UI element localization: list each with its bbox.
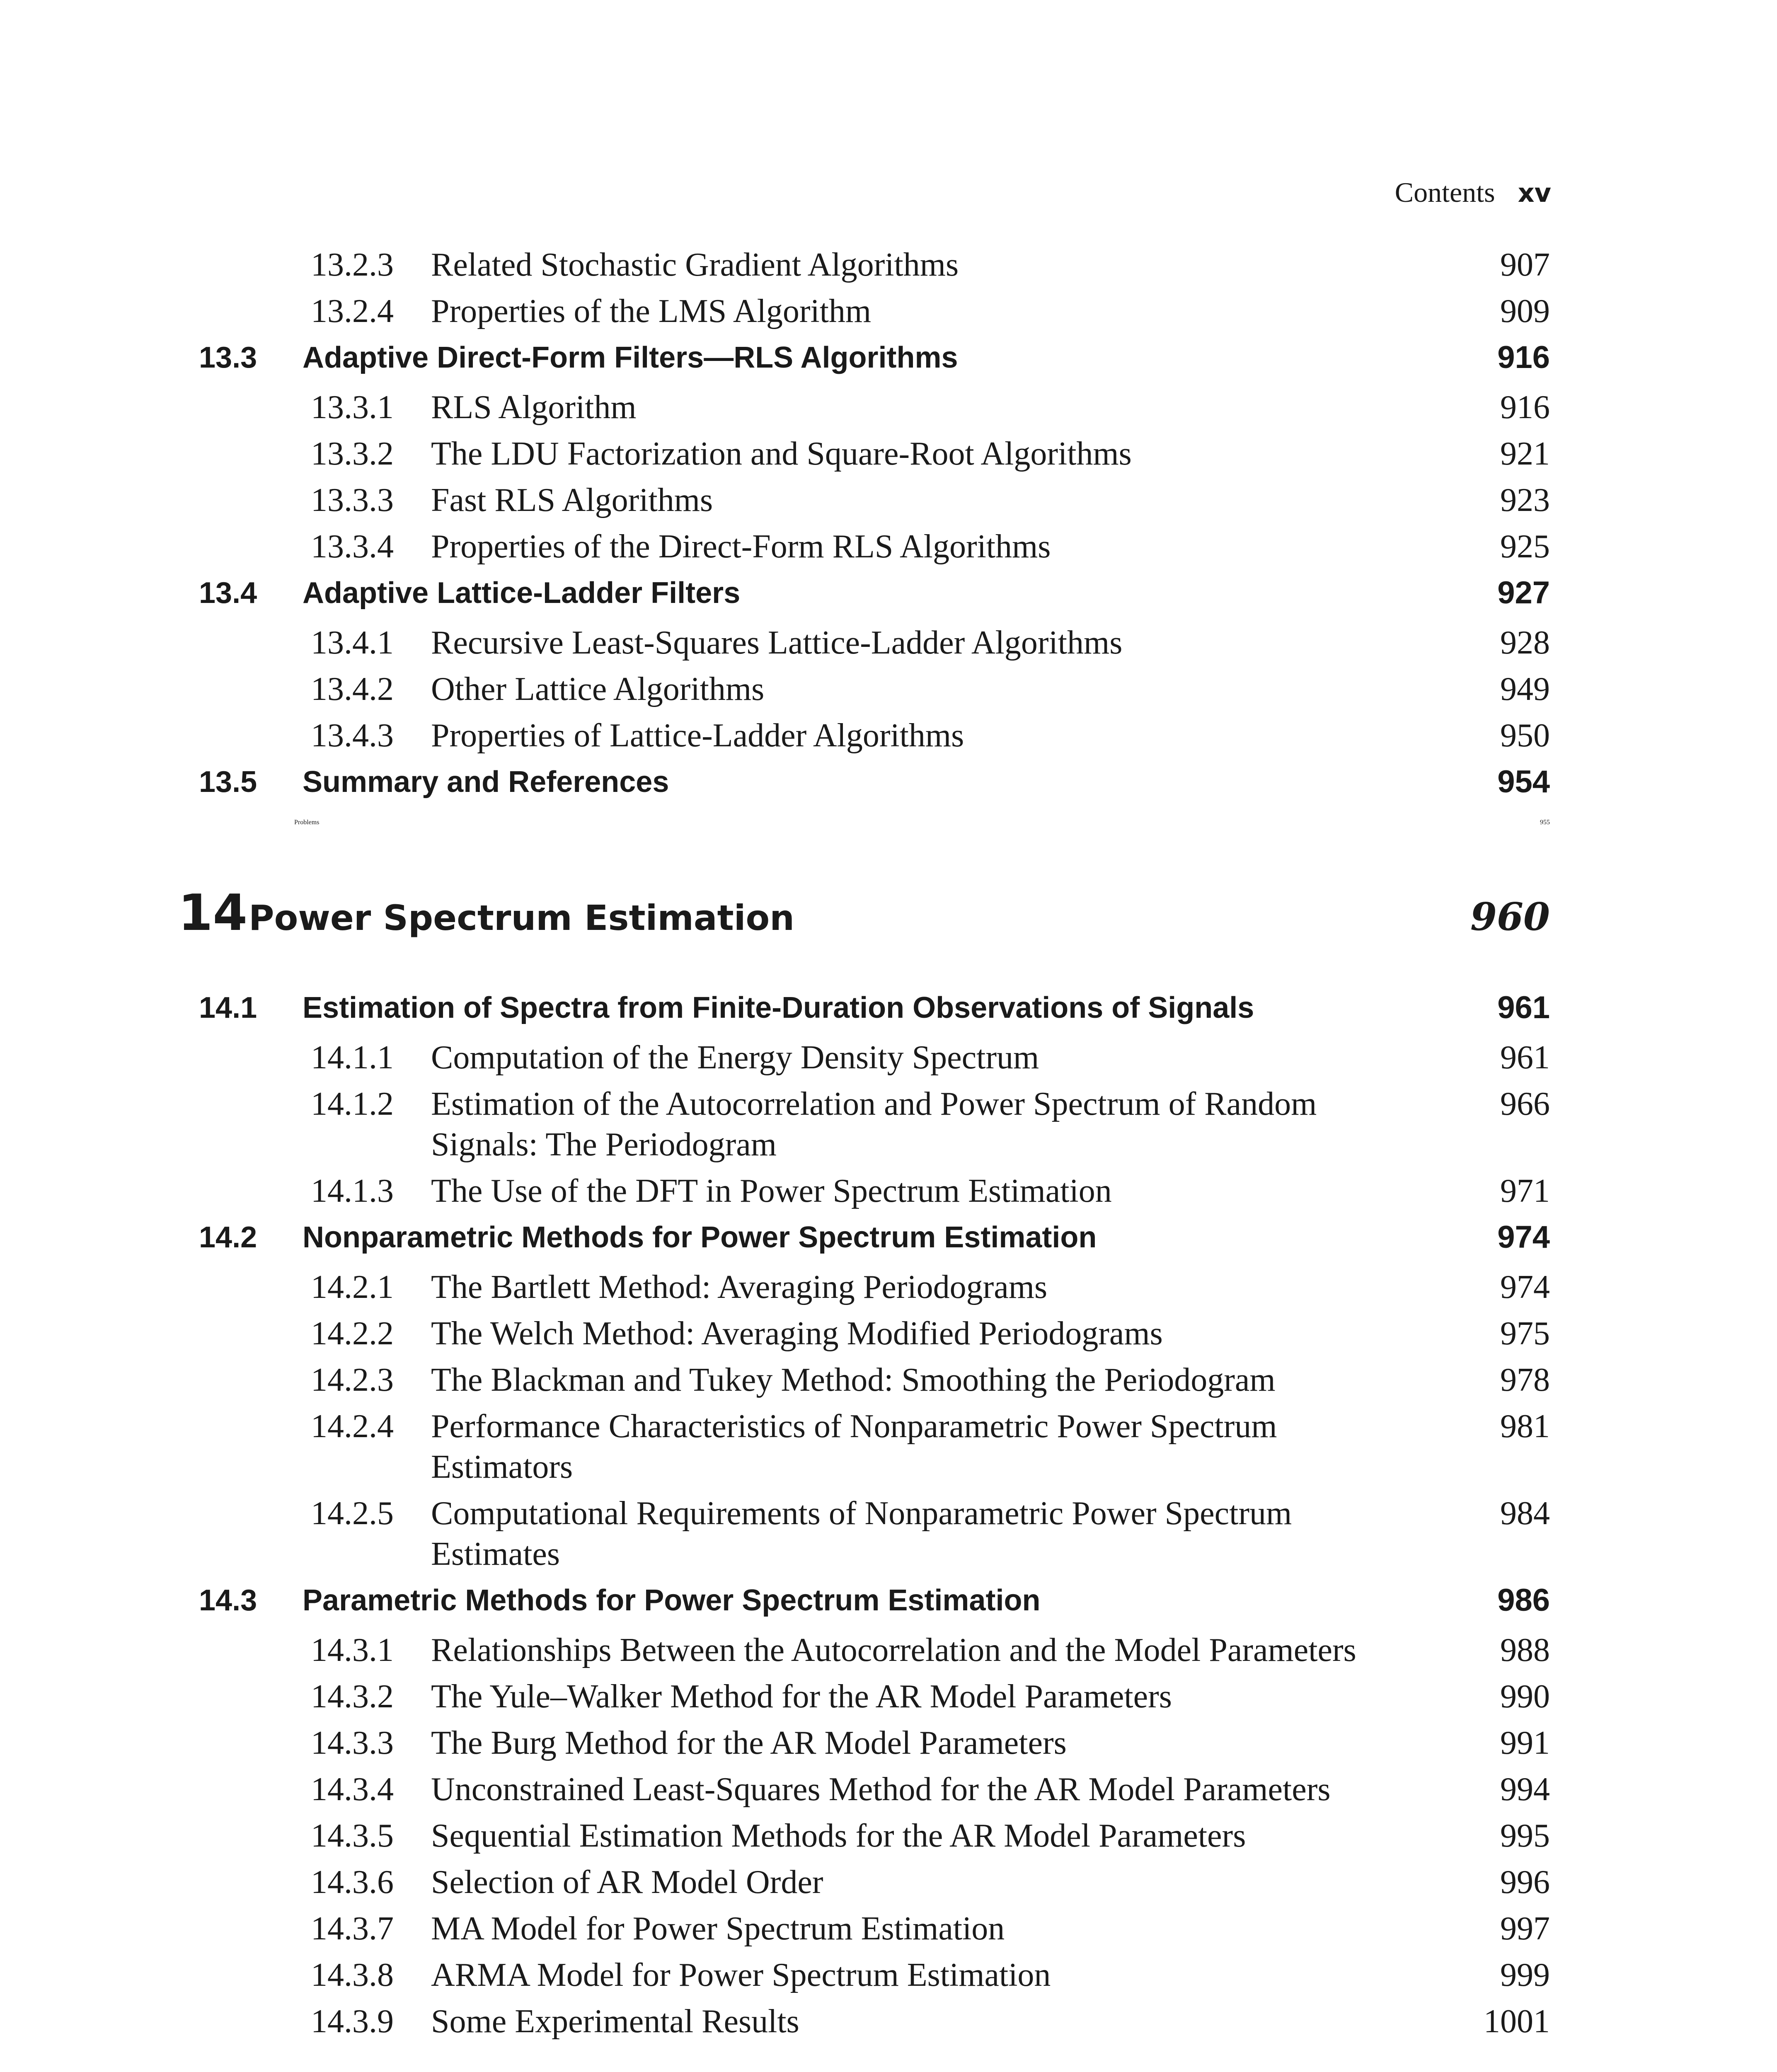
running-head [1395,176,1551,209]
entry-page-number: 909 [1500,293,1550,329]
entry-number: 14.1.1 [311,1039,394,1076]
entry-title: Computational Requirements of Nonparametric Power Spectrum Estimates [431,1495,1292,1572]
toc-entry-sub [191,1313,1550,1354]
entry-page-number: 916 [1497,340,1550,375]
entry-title: Selection of AR Model Order [431,1864,823,1900]
entry-number: 13.4.3 [311,717,394,754]
entry-page-number: 921 [1500,436,1550,472]
toc-entry-sub [191,526,1550,567]
toc-entry-sub [191,715,1550,756]
entry-page-number: 995 [1500,1818,1550,1854]
entry-number: 14.3.8 [311,1957,394,1993]
entry-number: 13.4 [199,576,257,610]
entry-title: The LDU Factorization and Square-Root Algorithms [431,436,1132,472]
entry-page-number: 923 [1500,482,1550,518]
entry-title: Parametric Methods for Power Spectrum Estimation [303,1584,1041,1617]
entry-page-number: 990 [1500,1678,1550,1715]
entry-number: 14.3.7 [311,1910,394,1947]
entry-page-number: 925 [1500,528,1550,565]
entry-page-number: 954 [1497,764,1550,799]
entry-number: 14.1.2 [311,1086,394,1122]
toc-entry-sub [191,433,1550,474]
toc-entry-sub [191,1815,1550,1856]
entry-number: 14.2.4 [311,1408,394,1445]
toc-entry-sub [191,1908,1550,1949]
entry-number: 14.3.4 [311,1771,394,1808]
toc-entry-sub [191,1955,1550,1995]
entry-page-number: 961 [1497,990,1550,1025]
entry-number: 14.3.5 [311,1818,394,1854]
entry-title: Adaptive Lattice-Ladder Filters [303,576,741,610]
entry-title: Sequential Estimation Methods for the AR Model Parameters [431,1818,1246,1854]
toc-entry-sub [191,1769,1550,1810]
entry-title: RLS Algorithm [431,389,637,426]
toc-entry-sub [191,2001,1550,2042]
entry-title: MA Model for Power Spectrum Estimation [431,1910,1005,1947]
toc-entry-sec [191,1580,1550,1621]
entry-title: The Bartlett Method: Averaging Periodograms [431,1269,1048,1305]
entry-page-number: 984 [1500,1495,1550,1532]
entry-page-number: 974 [1500,1269,1550,1305]
entry-number: 14.2.2 [311,1315,394,1352]
entry-number: 13.2.4 [311,293,394,329]
toc-entry-sub [191,1267,1550,1307]
toc-entry-sub [191,669,1550,709]
entry-number: 14.2.1 [311,1269,394,1305]
entry-page-number: 981 [1500,1408,1550,1445]
entry-number: 14.3.1 [311,1632,394,1668]
toc-entry-sec [191,573,1550,613]
entry-title: Other Lattice Algorithms [431,671,765,707]
toc-entry-sub [191,387,1550,428]
toc-entry-sub [191,1630,1550,1670]
entry-title: Problems [294,819,320,826]
entry-page-number: 974 [1497,1220,1550,1255]
entry-title: The Welch Method: Averaging Modified Periodograms [431,1315,1163,1352]
entry-page-number: 994 [1500,1771,1550,1808]
running-head-label: Contents [1394,177,1495,208]
entry-number: 13.5 [199,765,257,799]
toc-entry-sub [191,1360,1550,1400]
entry-number: 14.2.5 [311,1495,394,1532]
toc-entry-chapter [178,884,1550,942]
entry-page-number: 999 [1500,1957,1550,1993]
toc-entry-sub [191,1084,1550,1165]
toc-entry-sub [191,1171,1550,1211]
entry-page-number: 928 [1500,625,1550,661]
toc-entry-sub [191,480,1550,520]
entry-number: 14.3 [199,1584,257,1617]
entry-title: Unconstrained Least-Squares Method for the AR Model Parameters [431,1771,1331,1808]
entry-title: The Use of the DFT in Power Spectrum Estimation [431,1173,1112,1209]
entry-page-number: 991 [1500,1725,1550,1761]
entry-page-number: 949 [1500,671,1550,707]
entry-number: 14.2.3 [311,1362,394,1398]
toc-entry-sub [191,1493,1550,1574]
entry-number: 14.3.2 [311,1678,394,1715]
entry-title: Properties of Lattice-Ladder Algorithms [431,717,964,754]
entry-number: 13.3 [199,341,257,374]
entry-title: Some Experimental Results [431,2003,799,2040]
entry-title: Power Spectrum Estimation [249,898,795,938]
entry-title: Estimation of the Autocorrelation and Power Spectrum of Random Signals: The Periodogram [431,1086,1317,1163]
entry-page-number: 996 [1500,1864,1550,1900]
entry-number: 14 [178,884,247,942]
entry-page-number: 971 [1500,1173,1550,1209]
toc-entry-sub [191,1037,1550,1078]
entry-page-number: 978 [1500,1362,1550,1398]
entry-number: 13.4.2 [311,671,394,707]
toc-entry-sub [191,1862,1550,1903]
entry-number: 14.1 [199,991,257,1024]
entry-page-number: 997 [1500,1910,1550,1947]
toc-entry-sec [191,762,1550,802]
entry-title: ARMA Model for Power Spectrum Estimation [431,1957,1051,1993]
toc-entry-sec [191,337,1550,378]
entry-title: Relationships Between the Autocorrelation and the Model Parameters [431,1632,1356,1668]
entry-title: Estimation of Spectra from Finite-Duration Observations of Signals [303,991,1254,1024]
entry-title: Properties of the LMS Algorithm [431,293,872,329]
entry-page-number: 961 [1500,1039,1550,1076]
entry-title: Computation of the Energy Density Spectrum [431,1039,1039,1076]
entry-page-number: 1001 [1484,2003,1550,2040]
entry-number: 14.2 [199,1221,257,1254]
entry-page-number: 955 [1540,819,1550,826]
entry-page-number: 907 [1500,247,1550,283]
entry-number: 13.3.4 [311,528,394,565]
entry-page-number: 927 [1497,575,1550,610]
toc-entry-sub [191,1406,1550,1487]
entry-number: 13.2.3 [311,247,394,283]
entry-number: 13.3.1 [311,389,394,426]
entry-title: Properties of the Direct-Form RLS Algorithms [431,528,1051,565]
entry-page-number: 975 [1500,1315,1550,1352]
entry-number: 14.3.3 [311,1725,394,1761]
entry-title: Performance Characteristics of Nonparametric Power Spectrum Estimators [431,1408,1277,1485]
toc-entry-sub [191,622,1550,663]
entry-number: 13.3.3 [311,482,394,518]
toc-entry-sub [191,244,1550,285]
toc-entry-sec [191,1217,1550,1258]
entry-number: 13.3.2 [311,436,394,472]
entry-number: 14.3.9 [311,2003,394,2040]
entry-title: The Burg Method for the AR Model Parameters [431,1725,1067,1761]
toc-entry-sec [191,988,1550,1028]
entry-page-number: 950 [1500,717,1550,754]
toc-entry-sub [191,1723,1550,1763]
page-number-roman: xv [1518,178,1551,208]
toc-entry-sub [191,291,1550,332]
entry-title: The Blackman and Tukey Method: Smoothing the Periodogram [431,1362,1276,1398]
entry-page-number: 966 [1500,1086,1550,1122]
entry-page-number: 988 [1500,1632,1550,1668]
entry-title: The Yule–Walker Method for the AR Model Parameters [431,1678,1172,1715]
entry-number: 14.1.3 [311,1173,394,1209]
entry-page-number: 916 [1500,389,1550,426]
entry-title: Nonparametric Methods for Power Spectrum Estimation [303,1221,1097,1254]
entry-title: Related Stochastic Gradient Algorithms [431,247,959,283]
entry-number: 14.3.6 [311,1864,394,1900]
entry-title: Summary and References [303,765,669,799]
toc-entry-sub [191,1676,1550,1717]
toc-entry-problems [191,819,1550,826]
entry-title: Recursive Least-Squares Lattice-Ladder Algorithms [431,625,1123,661]
entry-page-number: 986 [1497,1583,1550,1618]
entry-number: 13.4.1 [311,625,394,661]
entry-page-number: 960 [1470,894,1550,939]
table-of-contents [178,244,1550,2048]
entry-title: Fast RLS Algorithms [431,482,713,518]
entry-title: Adaptive Direct-Form Filters—RLS Algorithms [303,341,958,374]
